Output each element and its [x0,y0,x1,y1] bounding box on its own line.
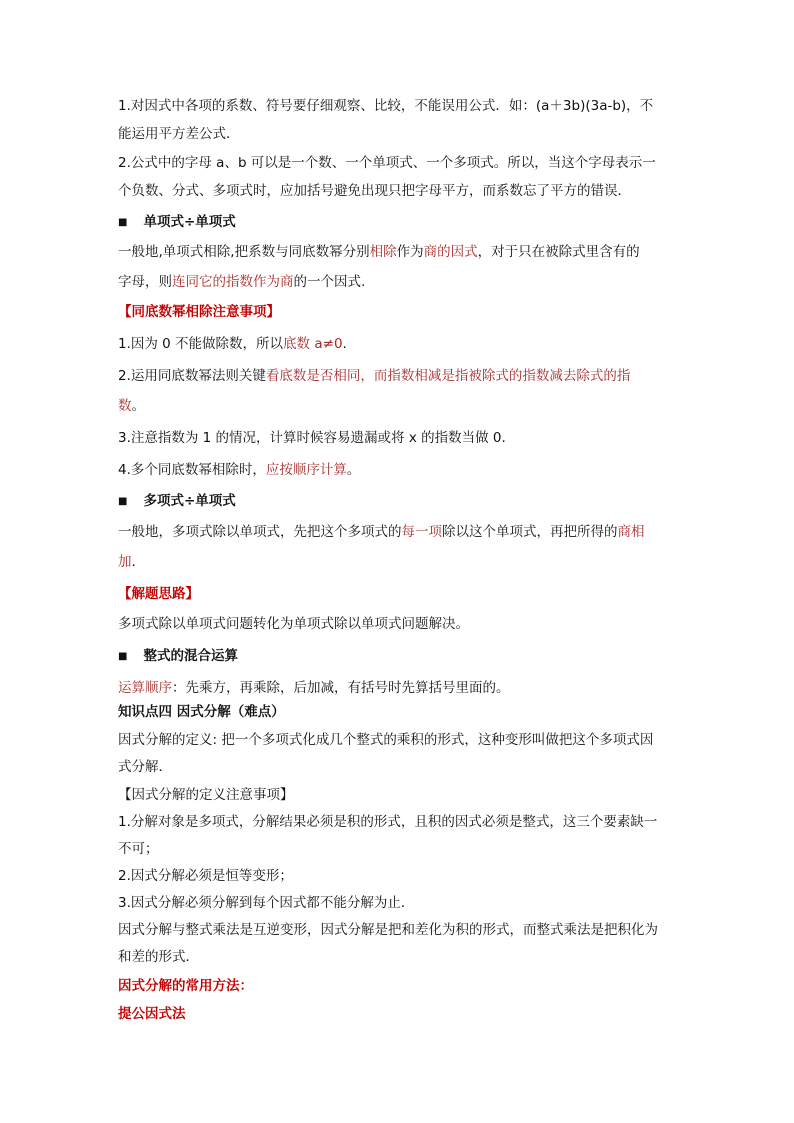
text-line: 3.注意指数为 1 的情况，计算时候容易遗漏或将 x 的指数当做 0. [118,430,506,446]
text-line: 式分解． [118,759,172,775]
text-line [118,334,347,354]
section-heading-idea: 【解题思路】 [118,586,199,602]
knowledge-point-title: 知识点四 因式分解（难点） [118,704,285,720]
text-line [118,522,645,542]
section-heading-methods: 因式分解的常用方法： [118,978,253,994]
section-heading-factor-notes: 【因式分解的定义注意事项】 [118,787,294,803]
text-span: ：先乘方，再乘除，后加减，有括号时先算括号里面的。 [172,680,510,696]
highlight-span: 应按顺序计算 [265,462,347,478]
text-line: 2.公式中的字母 a、b 可以是一个数、一个单项式、一个多项式。所以，当这个字母表示一 [118,155,656,171]
text-line [118,552,136,572]
text-span: . [342,336,347,352]
text-line [118,366,630,386]
text-span: ，对于只在被除式里含有的 [477,244,640,260]
section-heading-poly-division [118,491,236,512]
text-line [118,242,640,262]
text-line: 2.因式分解必须是恒等变形； [118,868,293,884]
highlight-span: 每一项 [401,524,442,540]
heading-text: 单项式÷单项式 [143,214,236,230]
text-span: 除以这个单项式，再把所得的 [442,524,618,540]
text-line: 和差的形式． [118,949,199,965]
highlight-span: 连同它的指数作为商 [172,274,294,290]
section-heading-mono-division [118,212,236,233]
text-line: 因式分解与整式乘法是互逆变形，因式分解是把和差化为积的形式，而整式乘法是把积化为 [118,922,658,938]
highlight-span: 数 [118,398,132,414]
text-span: 2.运用同底数幂法则关键 [118,368,266,384]
text-span: 4.多个同底数幂相除时， [118,462,266,478]
text-line: 能运用平方差公式． [118,126,240,142]
text-span: 1.因为 0 不能做除数，所以 [118,336,284,352]
text-span: 。 [131,398,145,414]
text-line [118,678,510,698]
section-heading-mixed-ops [118,646,238,667]
square-bullet-icon: ■ [118,217,128,228]
text-line: 不可； [118,841,159,857]
highlight-span: 运算顺序 [118,680,172,696]
text-span: 一般地,单项式相除,把系数与同底数幂分别 [118,244,370,260]
highlight-span: 商的因式 [423,244,478,260]
text-span: 。 [346,462,361,478]
text-line [118,460,360,480]
text-span: . [131,554,136,570]
text-line: 3.因式分解必须分解到每个因式都不能分解为止． [118,895,415,911]
text-line: 因式分解的定义: 把一个多项式化成几个整式的乘积的形式，这种变形叫做把这个多项式因 [118,732,654,748]
text-span: 作为 [396,244,424,260]
highlight-span: 商相 [617,524,645,540]
section-heading-common-factor: 提公因式法 [118,1006,186,1022]
text-span: 的一个因式. [293,274,366,290]
text-line: 1.分解对象是多项式，分解结果必须是积的形式，且积的因式必须是整式，这三个要素缺一 [118,814,658,830]
highlight-span: 加 [118,554,132,570]
square-bullet-icon: ■ [118,651,128,662]
text-line [118,272,365,292]
highlight-span: 看底数是否相同，而指数相减是指被除式的指数减去除式的指 [265,368,631,384]
text-span: 一般地，多项式除以单项式，先把这个多项式的 [118,524,402,540]
text-line: 1.对因式中各项的系数、符号要仔细观察、比较，不能误用公式．如：(a＋3b)(3a-b)，不 [118,98,654,114]
heading-text: 多项式÷单项式 [143,493,236,509]
text-line: 个负数、分式、多项式时，应加括号避免出现只把字母平方，而系数忘了平方的错误． [118,183,631,199]
highlight-span: 相除 [369,244,397,260]
section-heading-same-base: 【同底数幂相除注意事项】 [118,304,280,320]
heading-text: 整式的混合运算 [143,648,238,664]
square-bullet-icon: ■ [118,496,128,507]
text-line [118,396,145,416]
text-line: 多项式除以单项式问题转化为单项式除以单项式问题解决。 [118,616,469,632]
highlight-span: 底数 a≠0 [283,336,343,352]
text-span: 字母，则 [118,274,172,290]
